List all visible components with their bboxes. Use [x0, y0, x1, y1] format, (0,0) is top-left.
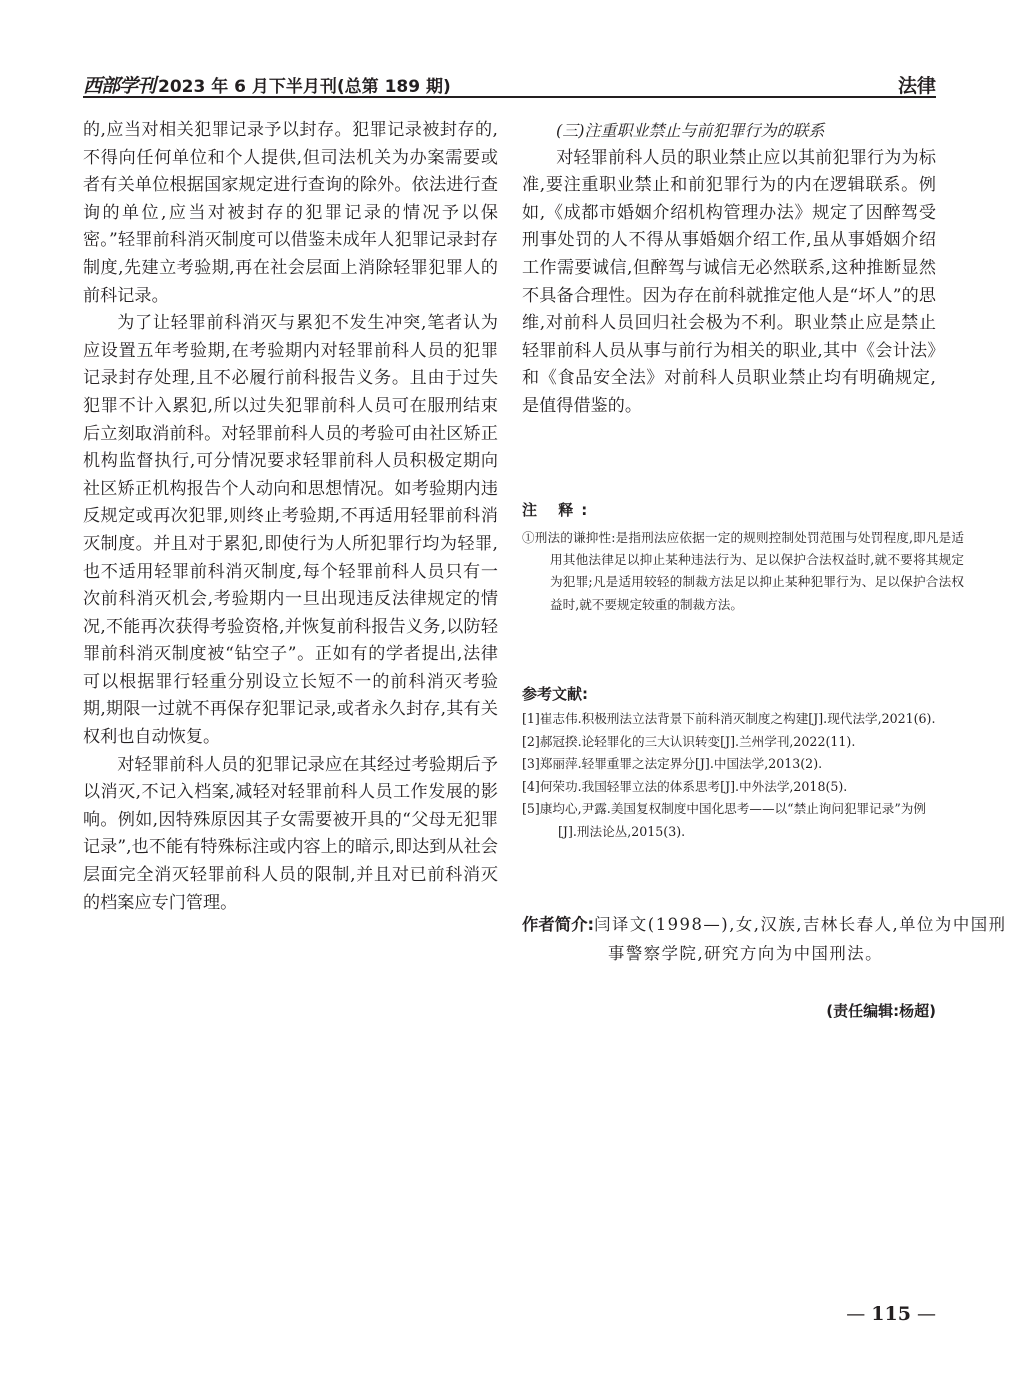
page-number: — 115 — [846, 1303, 936, 1325]
left-column [83, 117, 498, 917]
page-header [83, 68, 936, 98]
reference-item: [4]何荣功.我国轻罪立法的体系思考[J].中外法学,2018(5). [522, 778, 848, 794]
reference-item: [5]康均心,尹露.美国复权制度中国化思考——以“禁止询问犯罪记录”为例[J].刑法论丛,2015(3). [522, 801, 926, 839]
page-number-value: 115 [871, 1303, 911, 1325]
references-list [522, 708, 936, 843]
body-paragraph: 为了让轻罪前科消灭与累犯不发生冲突,笔者认为应设置五年考验期,在考验期内对轻罪前科人员的犯罪记录封存处理,且不必履行前科报告义务。且由于过失犯罪不计入累犯,所以过失犯罪前科人员可在服刑结束后立刻取消前科。对轻罪前科人员的考验可由社区矫正机构监督执行,可分情况要求轻罪前科人员积极定期向社区矫正机构报告个人动向和思想情况。如考验期内违反规定或再次犯罪,则终止考验期,不再适用轻罪前科消灭制度。并且对于累犯,即使行为人所犯罪行均为轻罪,也不适用轻罪前科消灭制度,每个轻罪前科人员只有一次前科消灭机会,考验期内一旦出现违反法律规定的情况,不能再次获得考验资格,并恢复前科报告义务,以防轻罪前科消灭制度被“钻空子”。正如有的学者提出,法律可以根据罪行轻重分别设立长短不一的前科消灭考验期,期限一过就不再保存犯罪记录,或者永久封存,其有关权利也自动恢复。 [83, 313, 498, 748]
author-bio [522, 911, 1022, 968]
reference-item: [1]崔志伟.积极刑法立法背景下前科消灭制度之构建[J].现代法学,2021(6). [522, 711, 936, 726]
author-bio-label: 作者简介: [522, 915, 595, 934]
editor-credit: (责任编辑:杨超) [826, 1002, 936, 1020]
journal-logo: 西部学刊 [83, 75, 156, 97]
body-paragraph: 对轻罪前科人员的犯罪记录应在其经过考验期后予以消灭,不记入档案,减轻对轻罪前科人员工作发展的影响。例如,因特殊原因其子女需要被开具的“父母无犯罪记录”,也不能有特殊标注或内容上的暗示,即达到从社会层面完全消灭轻罪前科人员的限制,并且对已前科消灭的档案应专门管理。 [83, 754, 498, 913]
notes-title: 注 释: [522, 501, 596, 519]
body-paragraph: 的,应当对相关犯罪记录予以封存。犯罪记录被封存的,不得向任何单位和个人提供,但司法机关为办案需要或者有关单位根据国家规定进行查询的除外。依法进行查询的单位,应当对被封存的犯罪记录的情况予以保密。”轻罪前科消灭制度可以借鉴未成年人犯罪记录封存制度,先建立考验期,再在社会层面上消除轻罪犯罪人的前科记录。 [83, 120, 498, 306]
reference-item: [3]郑丽萍.轻罪重罪之法定界分[J].中国法学,2013(2). [522, 756, 823, 771]
references-title: 参考文献: [522, 685, 588, 703]
right-column [522, 117, 936, 421]
reference-item: [2]郝冠揆.论轻罪化的三大认识转变[J].兰州学刊,2022(11). [522, 733, 856, 749]
body-paragraph: 对轻罪前科人员的职业禁止应以其前犯罪行为为标准,要注重职业禁止和前犯罪行为的内在逻辑联系。例如,《成都市婚姻介绍机构管理办法》规定了因醉驾受刑事处罚的人不得从事婚姻介绍工作,虽从事婚姻介绍工作需要诚信,但醉驾与诚信无必然联系,这种推断显然不具备合理性。因为存在前科就推定他人是“坏人”的思维,对前科人员回归社会极为不利。职业禁止应是禁止轻罪前科人员从事与前行为相关的职业,其中《会计法》和《食品安全法》对前科人员职业禁止均有明确规定,是值得借鉴的。 [522, 147, 936, 416]
section-subheading: (三)注重职业禁止与前犯罪行为的联系 [556, 121, 825, 140]
author-bio-text: 闫译文(1998—),女,汉族,吉林长春人,单位为中国刑事警察学院,研究方向为中国刑法。 [594, 915, 1007, 963]
issue-info: 2023 年 6 月下半月刊(总第 189 期) [158, 77, 451, 97]
footnote: ①刑法的谦抑性:是指刑法应依据一定的规则控制处罚范围与处罚程度,即凡是适用其他法律足以抑止某种违法行为、足以保护合法权益时,就不要将其规定为犯罪;凡是适用较轻的制裁方法足以抑止某种犯罪行为、足以保护合法权益时,就不要规定较重的制裁方法。 [522, 530, 964, 612]
section-name: 法律 [897, 75, 936, 97]
